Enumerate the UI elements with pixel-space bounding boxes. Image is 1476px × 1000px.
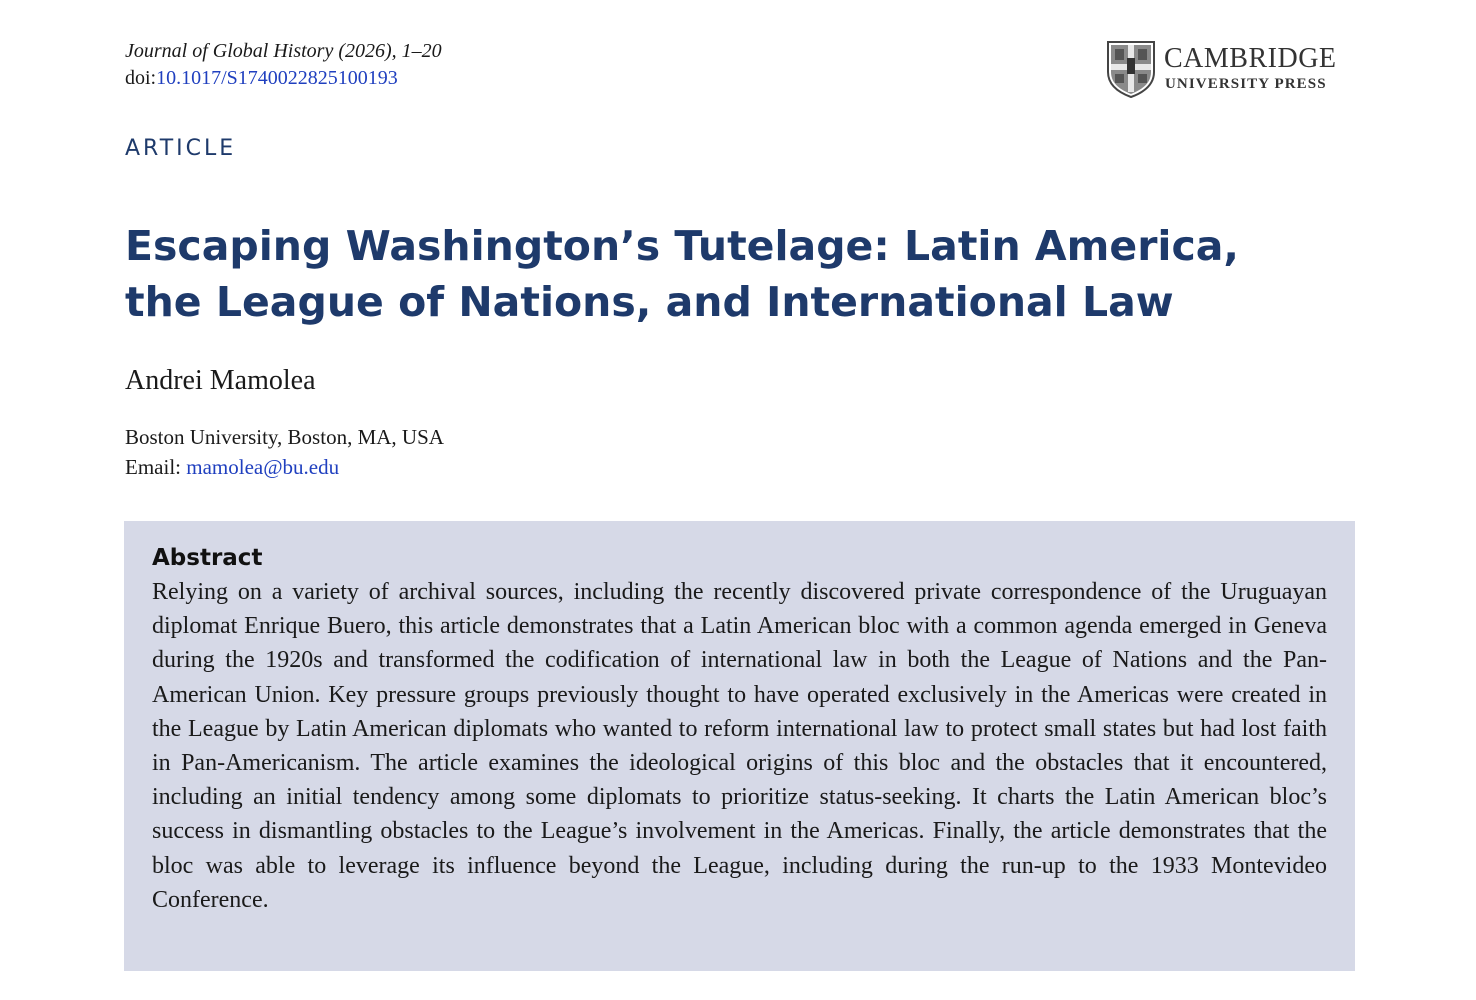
publisher-subtitle: UNIVERSITY PRESS bbox=[1165, 76, 1327, 92]
journal-citation: Journal of Global History (2026), 1–20 bbox=[125, 40, 442, 62]
author-email bbox=[125, 452, 339, 482]
abstract-box bbox=[124, 521, 1355, 971]
cambridge-shield-icon bbox=[1106, 40, 1156, 98]
email-label: Email: bbox=[125, 455, 181, 479]
author-name: Andrei Mamolea bbox=[125, 365, 316, 396]
article-type-label: ARTICLE bbox=[125, 136, 237, 161]
author-affiliation: Boston University, Boston, MA, USA bbox=[125, 425, 444, 449]
abstract-text: Relying on a variety of archival sources, including the recently discovered private correspondence of the Uruguayan diplomat Enrique Buero, this article demonstrates that a Latin American bloc with a common agenda emerged in Geneva during the 1920s and transformed the codification of international law in both the League of Nations and the Pan-American Union. Key pressure groups previously thought to have operated exclusively in the Americas were created in the League by Latin American diplomats who wanted to reform international law to protect small states but had lost faith in Pan-Americanism. The article examines the ideological origins of this bloc and the obstacles that it encountered, including an initial tendency among some diplomats to prioritize status-seeking. It charts the Latin American bloc’s success in dismantling obstacles to the League’s involvement in the Americas. Finally, the article demonstrates that the bloc was able to leverage its influence beyond the League, including during the run-up to the 1933 Montevideo Conference. bbox=[152, 579, 1327, 913]
publisher-logo bbox=[1106, 40, 1358, 98]
article-title: Escaping Washington’s Tutelage: Latin America, the League of Nations, and International Law bbox=[125, 222, 1240, 326]
abstract-heading: Abstract bbox=[152, 545, 263, 571]
publisher-name: CAMBRIDGE bbox=[1164, 43, 1337, 74]
doi-prefix: doi: bbox=[125, 67, 157, 89]
doi-line bbox=[125, 65, 398, 91]
email-link[interactable]: mamolea@bu.edu bbox=[186, 455, 340, 479]
doi-link[interactable]: 10.1017/S1740022825100193 bbox=[156, 67, 398, 89]
